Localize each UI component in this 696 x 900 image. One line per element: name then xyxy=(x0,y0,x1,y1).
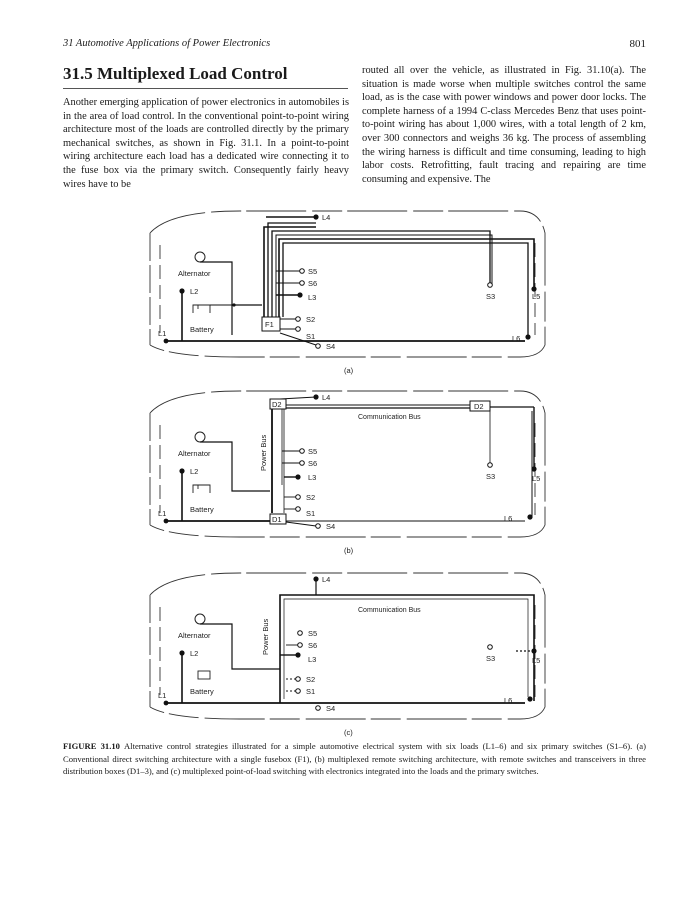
label-s2: S2 xyxy=(306,675,316,684)
label-power-bus: Power Bus xyxy=(259,434,268,471)
label-alternator: Alternator xyxy=(178,449,211,458)
label-d2: D2 xyxy=(272,400,282,409)
panel-c xyxy=(150,573,545,737)
label-l6: L6 xyxy=(504,514,513,523)
label-s2: S2 xyxy=(306,315,316,324)
label-s6: S6 xyxy=(308,459,318,468)
label-s3: S3 xyxy=(486,292,496,301)
label-alternator: Alternator xyxy=(178,269,211,278)
panel-a xyxy=(150,211,545,375)
running-head: 31 Automotive Applications of Power Electronics xyxy=(63,38,271,49)
label-s3: S3 xyxy=(486,654,496,663)
label-l1: L1 xyxy=(158,509,167,518)
panel-b xyxy=(150,391,545,555)
label-d1: D1 xyxy=(272,515,282,524)
label-battery: Battery xyxy=(190,325,214,334)
label-l3: L3 xyxy=(308,473,317,482)
label-l6: L6 xyxy=(504,696,513,705)
label-s1: S1 xyxy=(306,332,316,341)
label-battery: Battery xyxy=(190,505,214,514)
body-right-paragraph: routed all over the vehicle, as illustrated in Fig. 31.10(a). The situation is made worse when multiple switches control the same load, as is the case with power windows and power door locks. The complete harness of a 1994 C-class Mercedes Benz that uses point-to-point wiring has about 1,000 wires, with a total length of 2 km, over 300 connectors and weighs 36 kg. The process of assembling the wiring harness is difficult and time consuming, leading to high labor costs. Retrofitting, fault tracing and repairing are time consuming and expensive. The xyxy=(362,65,646,185)
label-l4: L4 xyxy=(322,213,331,222)
label-l2: L2 xyxy=(190,467,199,476)
panel-a-label: (a) xyxy=(344,366,354,375)
label-l4: L4 xyxy=(322,393,331,402)
panel-c-label: (c) xyxy=(344,728,353,737)
page-number: 801 xyxy=(629,38,646,50)
label-l3: L3 xyxy=(308,655,317,664)
caption-text: Alternative control strategies illustrated for a simple automotive electrical system with six loads (L1–6) and six primary switches (S1–6). (a) Conventional direct switching architecture with a single fusebox (F1), (b) multiplexed remote switching architecture, with remote switches and transceivers in three distribution boxes (D1–3), and (c) multiplexed point-of-load switching with electronics integrated into the loads and the primary switches. xyxy=(63,741,646,777)
label-power-bus: Power Bus xyxy=(261,618,270,655)
label-s5: S5 xyxy=(308,267,318,276)
label-s2: S2 xyxy=(306,493,316,502)
label-f1: F1 xyxy=(265,320,274,329)
label-s3: S3 xyxy=(486,472,496,481)
label-l2: L2 xyxy=(190,287,199,296)
label-s6: S6 xyxy=(308,641,318,650)
label-comm-bus: Communication Bus xyxy=(358,607,421,614)
label-l2: L2 xyxy=(190,649,199,658)
label-s6: S6 xyxy=(308,279,318,288)
label-comm-bus: Communication Bus xyxy=(358,414,421,421)
label-s5: S5 xyxy=(308,447,318,456)
label-l5: L5 xyxy=(532,292,541,301)
label-d2-right: D2 xyxy=(474,402,484,411)
label-l6: L6 xyxy=(512,334,521,343)
label-alternator: Alternator xyxy=(178,631,211,640)
label-s4: S4 xyxy=(326,704,336,713)
figure-caption xyxy=(63,740,646,778)
label-l5: L5 xyxy=(532,656,541,665)
label-s4: S4 xyxy=(326,342,336,351)
section-title: 31.5 Multiplexed Load Control xyxy=(63,64,288,83)
body-left-paragraph: Another emerging application of power electronics in automobiles is in the area of load control. In the conventional point-to-point wiring architecture most of the loads are controlled directly by the primary mechanical switches, as shown in Fig. 31.1. In a point-to-point wiring architecture each load has a dedicated wire connecting it to the fuse box via the primary switch. Consequently fairly heavy wires have to be xyxy=(63,97,349,190)
caption-label: FIGURE 31.10 xyxy=(63,741,120,751)
label-battery: Battery xyxy=(190,687,214,696)
label-l5: L5 xyxy=(532,474,541,483)
label-s4: S4 xyxy=(326,522,336,531)
label-s5: S5 xyxy=(308,629,318,638)
label-s1: S1 xyxy=(306,509,316,518)
label-s1: S1 xyxy=(306,687,316,696)
label-l4: L4 xyxy=(322,575,331,584)
panel-b-label: (b) xyxy=(344,546,354,555)
section-rule xyxy=(63,88,348,89)
figure-31-10 xyxy=(140,205,550,740)
label-l1: L1 xyxy=(158,329,167,338)
label-l3: L3 xyxy=(308,293,317,302)
label-l1: L1 xyxy=(158,691,167,700)
